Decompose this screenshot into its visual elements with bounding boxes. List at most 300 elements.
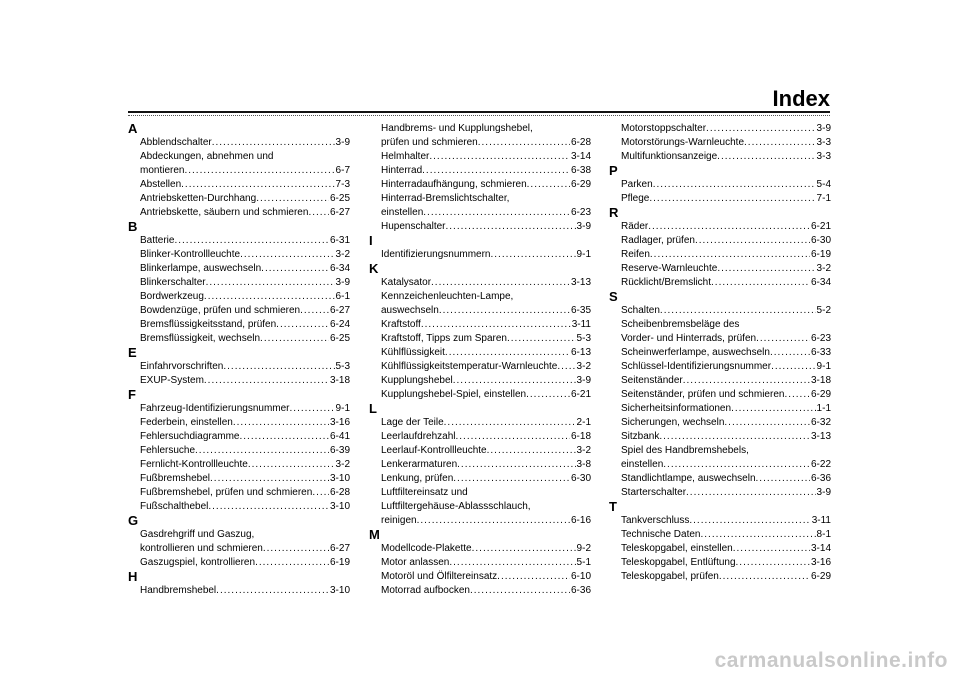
index-entry-page: 3-2 [816,263,831,274]
dot-leader [256,192,329,206]
dot-leader [260,332,329,346]
index-entry [609,444,831,458]
index-entry-term: Handbremshebel [140,585,217,596]
index-entry-term: Lenkerarmaturen [381,459,458,470]
index-entry-term: Blinkerlampe, auswechseln [140,263,262,274]
index-entry-page: 3-2 [335,249,350,260]
dot-leader [204,374,329,388]
index-entry [369,276,591,290]
index-column-1 [128,122,350,598]
index-entry [609,234,831,248]
index-entry-term: Leerlaufdrehzahl [381,431,456,442]
index-entry-page: 3-8 [576,459,591,470]
index-entry [369,122,591,136]
index-entry-term: Fußbremshebel [140,473,211,484]
dot-leader [261,262,329,276]
index-entry-term: Technische Daten [621,529,701,540]
index-entry-term: Federbein, einstellen [140,417,233,428]
index-entry-page: 9-1 [816,361,831,372]
index-entry [369,248,591,262]
dot-leader [719,570,810,584]
index-entry [369,332,591,346]
index-entry-page: 6-19 [329,557,350,568]
index-entry-term: Abdeckungen, abnehmen und [140,151,274,162]
dot-leader [653,178,816,192]
index-entry-term: Reifen [621,249,650,260]
index-entry [128,318,350,332]
index-entry-page: 3-14 [570,151,591,162]
index-entry-term: Sicherungen, wechseln [621,417,725,428]
index-entry-page: 6-24 [329,319,350,330]
index-entry [128,150,350,164]
index-entry-page: 6-41 [329,431,350,442]
dot-leader [491,248,576,262]
index-entry [369,486,591,500]
index-entry [369,150,591,164]
index-entry-term: Schlüssel-Identifizierungsnummer [621,361,772,372]
dot-leader [470,584,570,598]
index-entry-term: Pflege [621,193,650,204]
index-entry [369,416,591,430]
index-entry-page: 3-9 [335,137,350,148]
index-entry [128,556,350,570]
index-entry [128,500,350,514]
dot-leader [453,374,576,388]
dot-leader [233,416,329,430]
dot-leader [457,458,575,472]
index-entry [128,584,350,598]
index-entry-page: 1-1 [816,403,831,414]
index-entry-term: Motor anlassen [381,557,450,568]
dot-leader [663,458,810,472]
dot-leader [417,514,570,528]
index-entry-page: 6-33 [810,347,831,358]
dot-leader [422,164,570,178]
header-rule-dotted [128,115,830,116]
index-entry [369,164,591,178]
index-entry-term: Räder [621,221,649,232]
index-entry [128,360,350,374]
index-entry [128,402,350,416]
dot-leader [478,136,570,150]
dot-leader [195,444,329,458]
index-entry-term: Antriebsketten-Durchhang [140,193,257,204]
index-column-3 [609,122,831,584]
index-entry-term: Motoröl und Ölfiltereinsatz [381,571,498,582]
index-entry-page: 6-21 [810,221,831,232]
index-entry-page: 3-10 [329,473,350,484]
index-entry-page: 6-34 [329,263,350,274]
dot-leader [174,234,329,248]
dot-leader [308,206,329,220]
dot-leader [487,444,576,458]
dot-leader [686,486,816,500]
index-entry-term: Starterschalter [621,487,687,498]
index-entry-term: Fahrzeug-Identifizierungsnummer [140,403,290,414]
index-entry-page: 5-3 [335,361,350,372]
dot-leader [421,318,571,332]
index-entry-page: 8-1 [816,529,831,540]
dot-leader [449,556,575,570]
index-entry-term: Lenkung, prüfen [381,473,454,484]
dot-leader [181,178,334,192]
index-letter-heading: E [128,345,137,360]
index-entry-page: 3-9 [816,123,831,134]
index-entry-term: prüfen und schmieren [381,137,478,148]
index-entry-term: Seitenständer [621,375,683,386]
index-entry-term: Fußbremshebel, prüfen und schmieren [140,487,313,498]
index-entry-page: 6-38 [570,165,591,176]
index-entry [609,542,831,556]
dot-leader [557,360,575,374]
index-entry [609,178,831,192]
index-entry-term: Hupenschalter [381,221,446,232]
dot-leader [724,416,810,430]
dot-leader [240,248,334,262]
index-entry-page: 6-39 [329,445,350,456]
index-entry-term: Bremsflüssigkeitsstand, prüfen [140,319,277,330]
index-entry-term: Teleskopgabel, einstellen [621,543,733,554]
index-entry [128,276,350,290]
index-entry-page: 3-10 [329,501,350,512]
dot-leader [472,542,576,556]
index-entry-page: 3-9 [576,375,591,386]
index-entry-term: Tankverschluss [621,515,690,526]
index-entry [128,164,350,178]
index-entry-term: Katalysator [381,277,432,288]
index-entry [128,192,350,206]
index-entry-term: Antriebskette, säubern und schmieren [140,207,309,218]
index-entry-term: Handbrems- und Kupplungshebel, [381,123,533,134]
index-entry-page: 6-30 [810,235,831,246]
index-entry-page: 9-2 [576,543,591,554]
index-entry-page: 7-3 [335,179,350,190]
index-entry-term: Teleskopgabel, Entlüftung [621,557,736,568]
dot-leader [445,346,570,360]
index-entry-page: 3-9 [335,277,350,288]
index-entry-term: Luftfiltereinsatz und [381,487,468,498]
index-entry-page: 5-1 [576,557,591,568]
index-entry-page: 6-31 [329,235,350,246]
index-entry-term: reinigen [381,515,417,526]
index-entry-term: Helmhalter [381,151,430,162]
index-entry-term: Motorrad aufbocken [381,585,470,596]
index-letter-heading: H [128,569,138,584]
index-entry [128,206,350,220]
index-entry [609,248,831,262]
index-entry [128,248,350,262]
index-entry-term: Parken [621,179,653,190]
index-entry-page: 3-14 [810,543,831,554]
index-entry [369,430,591,444]
index-entry-term: Motorstoppschalter [621,123,707,134]
index-entry-page: 5-3 [576,333,591,344]
index-entry-page: 6-25 [329,193,350,204]
index-letter-heading: T [609,499,617,514]
index-entry-term: Sitzbank [621,431,660,442]
dot-leader [439,304,570,318]
page-title: Index [772,86,830,111]
index-entry-term: Blinker-Kontrollleuchte [140,249,241,260]
dot-leader [527,178,570,192]
index-entry-term: Batterie [140,235,175,246]
index-entry-page: 6-29 [570,179,591,190]
dot-leader [216,584,329,598]
dot-leader [507,332,576,346]
dot-leader [255,556,329,570]
index-entry [369,136,591,150]
index-entry [369,360,591,374]
dot-leader [650,248,810,262]
index-entry [609,514,831,528]
index-entry [128,290,350,304]
dot-leader [701,528,816,542]
dot-leader [784,388,810,402]
index-entry [369,290,591,304]
index-letter-heading: G [128,513,139,528]
index-entry-page: 6-28 [329,487,350,498]
index-entry-page: 6-23 [810,333,831,344]
index-entry-term: Luftfiltergehäuse-Ablassschlauch, [381,501,531,512]
index-entry-page: 6-27 [329,543,350,554]
index-entry [128,374,350,388]
index-entry-page: 6-10 [570,571,591,582]
dot-leader [204,290,335,304]
index-entry-term: Modellcode-Plakette [381,543,472,554]
index-entry [609,136,831,150]
index-entry-term: Bowdenzüge, prüfen und schmieren [140,305,301,316]
index-entry-term: Einfahrvorschriften [140,361,224,372]
dot-leader [717,262,815,276]
index-entry [609,318,831,332]
index-entry [609,150,831,164]
index-entry-term: Hinterrad-Bremslichtschalter, [381,193,510,204]
dot-leader [263,542,329,556]
dot-leader [660,304,816,318]
index-entry-term: Sicherheitsinformationen [621,403,732,414]
index-letter-heading: F [128,387,136,402]
dot-leader [731,402,815,416]
index-entry-page: 6-28 [570,137,591,148]
index-entry [609,374,831,388]
index-entry-page: 3-18 [329,375,350,386]
index-entry [128,528,350,542]
dot-leader [456,430,570,444]
index-entry-page: 6-1 [335,291,350,302]
index-entry-term: Hinterradaufhängung, schmieren [381,179,527,190]
index-entry-term: Kraftstoff [381,319,421,330]
index-entry [128,136,350,150]
index-entry-term: Motorstörungs-Warnleuchte [621,137,745,148]
dot-leader [497,570,570,584]
index-entry-page: 3-13 [810,431,831,442]
index-entry [609,122,831,136]
index-entry [369,472,591,486]
index-letter-heading: A [128,121,138,136]
dot-leader [240,430,329,444]
index-entry-term: Multifunktionsanzeige [621,151,718,162]
dot-leader [649,192,815,206]
index-column-2 [369,122,591,598]
index-entry [609,276,831,290]
index-letter-heading: I [369,233,373,248]
index-entry [369,192,591,206]
dot-leader [756,472,810,486]
index-entry-term: Identifizierungsnummern [381,249,491,260]
index-entry-page: 6-36 [810,473,831,484]
dot-leader [695,234,810,248]
index-entry-page: 7-1 [816,193,831,204]
index-entry [369,514,591,528]
index-entry-term: einstellen [621,459,664,470]
index-entry-term: Kupplungshebel [381,375,453,386]
dot-leader [431,276,570,290]
index-entry-term: Kupplungshebel-Spiel, einstellen [381,389,527,400]
dot-leader [444,416,576,430]
index-entry [609,458,831,472]
index-entry [609,472,831,486]
index-entry [369,220,591,234]
index-entry [609,402,831,416]
dot-leader [706,122,816,136]
index-entry-term: Gaszugspiel, kontrollieren [140,557,256,568]
dot-leader [736,556,810,570]
dot-leader [212,136,335,150]
dot-leader [771,360,815,374]
index-entry [369,304,591,318]
index-entry-page: 9-1 [576,249,591,260]
dot-leader [445,220,575,234]
index-entry [609,556,831,570]
index-entry-page: 6-25 [329,333,350,344]
dot-leader [689,514,810,528]
dot-leader [744,136,816,150]
index-entry-term: Kraftstoff, Tipps zum Sparen [381,333,507,344]
dot-leader [290,402,335,416]
index-entry-page: 3-2 [576,445,591,456]
index-entry-page: 6-27 [329,305,350,316]
index-entry [128,444,350,458]
index-letter-heading: P [609,163,618,178]
dot-leader [756,332,810,346]
index-entry-term: montieren [140,165,185,176]
index-entry [369,444,591,458]
index-entry [128,472,350,486]
dot-leader [453,472,570,486]
index-entry-page: 9-1 [335,403,350,414]
dot-leader [711,276,810,290]
dot-leader [648,220,810,234]
index-entry-page: 3-9 [816,487,831,498]
index-letter-heading: S [609,289,618,304]
index-entry-term: Fußschalthebel [140,501,209,512]
index-entry-page: 3-16 [810,557,831,568]
index-entry-term: Hinterrad [381,165,423,176]
index-entry [609,416,831,430]
index-entry-page: 3-11 [811,515,831,526]
index-entry [369,178,591,192]
dot-leader [312,486,329,500]
index-letter-heading: K [369,261,379,276]
index-entry-term: Abstellen [140,179,182,190]
index-entry [369,570,591,584]
index-entry-term: EXUP-System [140,375,204,386]
dot-leader [248,458,335,472]
dot-leader [683,374,810,388]
index-entry [369,500,591,514]
index-entry-page: 6-34 [810,277,831,288]
index-entry-page: 6-13 [570,347,591,358]
index-entry-page: 6-21 [570,389,591,400]
index-entry-page: 3-13 [570,277,591,288]
index-entry-term: Rücklicht/Bremslicht [621,277,712,288]
watermark: carmanualsonline.info [714,649,948,672]
index-entry-term: Vorder- und Hinterrads, prüfen [621,333,757,344]
index-entry [369,346,591,360]
index-entry-term: Reserve-Warnleuchte [621,263,718,274]
index-entry [128,304,350,318]
index-entry [609,332,831,346]
index-entry [128,234,350,248]
index-entry-term: Radlager, prüfen [621,235,695,246]
index-entry-page: 6-23 [570,207,591,218]
index-entry [128,178,350,192]
index-entry-term: Seitenständer, prüfen und schmieren [621,389,785,400]
index-letter-heading: M [369,527,380,542]
dot-leader [717,150,815,164]
index-entry-term: Spiel des Handbremshebels, [621,445,749,456]
index-entry-term: Abblendschalter [140,137,212,148]
index-entry-page: 3-2 [335,459,350,470]
index-entry-term: Leerlauf-Kontrollleuchte [381,445,487,456]
dot-leader [206,276,335,290]
index-entry-term: einstellen [381,207,424,218]
index-entry [128,430,350,444]
dot-leader [770,346,810,360]
index-entry-page: 6-27 [329,207,350,218]
index-entry-term: Bremsflüssigkeit, wechseln [140,333,261,344]
index-entry [128,332,350,346]
index-entry-term: Fehlersuchdiagramme [140,431,240,442]
index-entry [609,388,831,402]
index-entry [609,528,831,542]
index-letter-heading: B [128,219,138,234]
index-entry-page: 3-16 [329,417,350,428]
index-entry [369,388,591,402]
index-entry-term: Blinkerschalter [140,277,206,288]
index-entry-page: 2-1 [576,417,591,428]
dot-leader [223,360,334,374]
dot-leader [208,500,329,514]
index-entry [369,318,591,332]
index-entry [369,542,591,556]
index-entry-page: 6-35 [570,305,591,316]
index-entry-term: Gasdrehgriff und Gaszug, [140,529,255,540]
index-entry-term: Scheinwerferlampe, auswechseln [621,347,770,358]
index-entry [128,416,350,430]
dot-leader [210,472,329,486]
index-entry-page: 3-11 [571,319,591,330]
index-entry [128,486,350,500]
index-entry-term: Kühlflüssigkeitstemperatur-Warnleuchte [381,361,558,372]
index-entry-page: 3-3 [816,137,831,148]
index-entry-page: 6-16 [570,515,591,526]
dot-leader [276,318,329,332]
index-entry [128,262,350,276]
index-entry [609,430,831,444]
index-entry-page: 3-10 [329,585,350,596]
index-entry-page: 6-19 [810,249,831,260]
